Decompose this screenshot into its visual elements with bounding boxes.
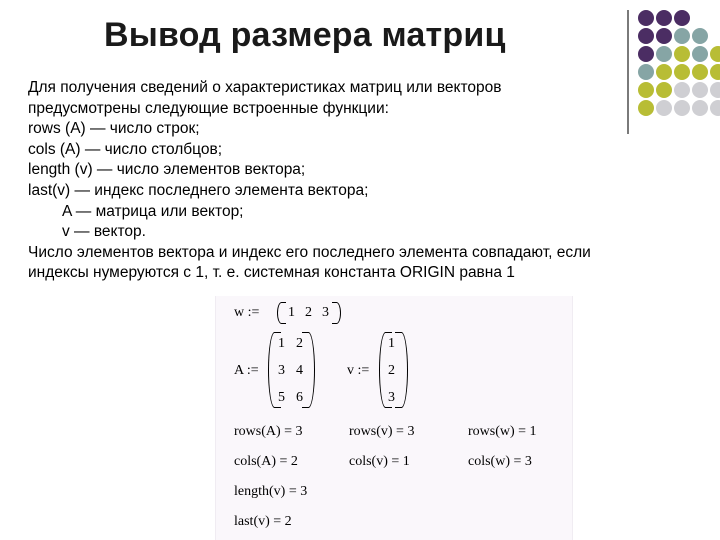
w-left-paren bbox=[277, 302, 286, 324]
decor-dot bbox=[656, 10, 672, 26]
decor-dot bbox=[710, 64, 720, 80]
slide-body-text bbox=[28, 78, 698, 284]
body-line: last(v) — индекс последнего элемента вектора; bbox=[28, 181, 369, 199]
w-right-paren bbox=[332, 302, 341, 324]
result-rows-w: rows(w) = 1 bbox=[468, 424, 537, 439]
decor-dot bbox=[710, 82, 720, 98]
decor-dot bbox=[638, 10, 654, 26]
result-last-v: last(v) = 2 bbox=[234, 514, 292, 529]
body-line: Для получения сведений о характеристиках матриц или векторов bbox=[28, 79, 502, 96]
w-value: 2 bbox=[305, 305, 312, 320]
body-line: v — вектор. bbox=[62, 223, 146, 241]
v-cell: 3 bbox=[388, 390, 395, 405]
A-right-paren bbox=[302, 332, 315, 408]
decor-dot bbox=[656, 46, 672, 62]
A-cell: 6 bbox=[296, 390, 303, 405]
A-cell: 4 bbox=[296, 363, 303, 378]
v-cell: 2 bbox=[388, 363, 395, 378]
result-cols-A: cols(A) = 2 bbox=[234, 454, 298, 469]
A-definition-label: A := bbox=[234, 363, 259, 378]
A-cell: 1 bbox=[278, 336, 285, 351]
decor-dot bbox=[674, 46, 690, 62]
A-cell: 2 bbox=[296, 336, 303, 351]
decor-dot bbox=[656, 28, 672, 44]
result-cols-w: cols(w) = 3 bbox=[468, 454, 532, 469]
v-definition-label: v := bbox=[347, 363, 370, 378]
decor-dot bbox=[674, 10, 690, 26]
decor-dot bbox=[692, 46, 708, 62]
decor-dot bbox=[674, 28, 690, 44]
mathcad-worksheet-image bbox=[215, 296, 573, 540]
decor-dot bbox=[638, 28, 654, 44]
w-value: 3 bbox=[322, 305, 329, 320]
body-line: length (v) — число элементов вектора; bbox=[28, 161, 306, 179]
body-line: cols (A) — число столбцов; bbox=[28, 140, 223, 158]
w-definition-label: w := bbox=[234, 305, 260, 320]
body-line: rows (A) — число строк; bbox=[28, 120, 200, 138]
body-line: A — матрица или вектор; bbox=[62, 202, 244, 220]
v-right-paren bbox=[395, 332, 408, 408]
v-cell: 1 bbox=[388, 336, 395, 351]
w-value: 1 bbox=[288, 305, 295, 320]
decor-dot bbox=[710, 46, 720, 62]
result-rows-v: rows(v) = 3 bbox=[349, 424, 415, 439]
slide-title: Вывод размера матриц bbox=[104, 16, 506, 54]
decor-dot bbox=[638, 46, 654, 62]
body-line: предусмотрены следующие встроенные функции: bbox=[28, 99, 389, 117]
A-cell: 5 bbox=[278, 390, 285, 405]
decor-dot bbox=[710, 100, 720, 116]
result-length-v: length(v) = 3 bbox=[234, 484, 308, 499]
A-cell: 3 bbox=[278, 363, 285, 378]
result-cols-v: cols(v) = 1 bbox=[349, 454, 410, 469]
decor-dot bbox=[692, 28, 708, 44]
body-line: Число элементов вектора и индекс его последнего элемента совпадают, если bbox=[28, 243, 591, 261]
body-line: индексы нумеруются с 1, т. е. системная константа ORIGIN равна 1 bbox=[28, 264, 515, 282]
result-rows-A: rows(A) = 3 bbox=[234, 424, 303, 439]
